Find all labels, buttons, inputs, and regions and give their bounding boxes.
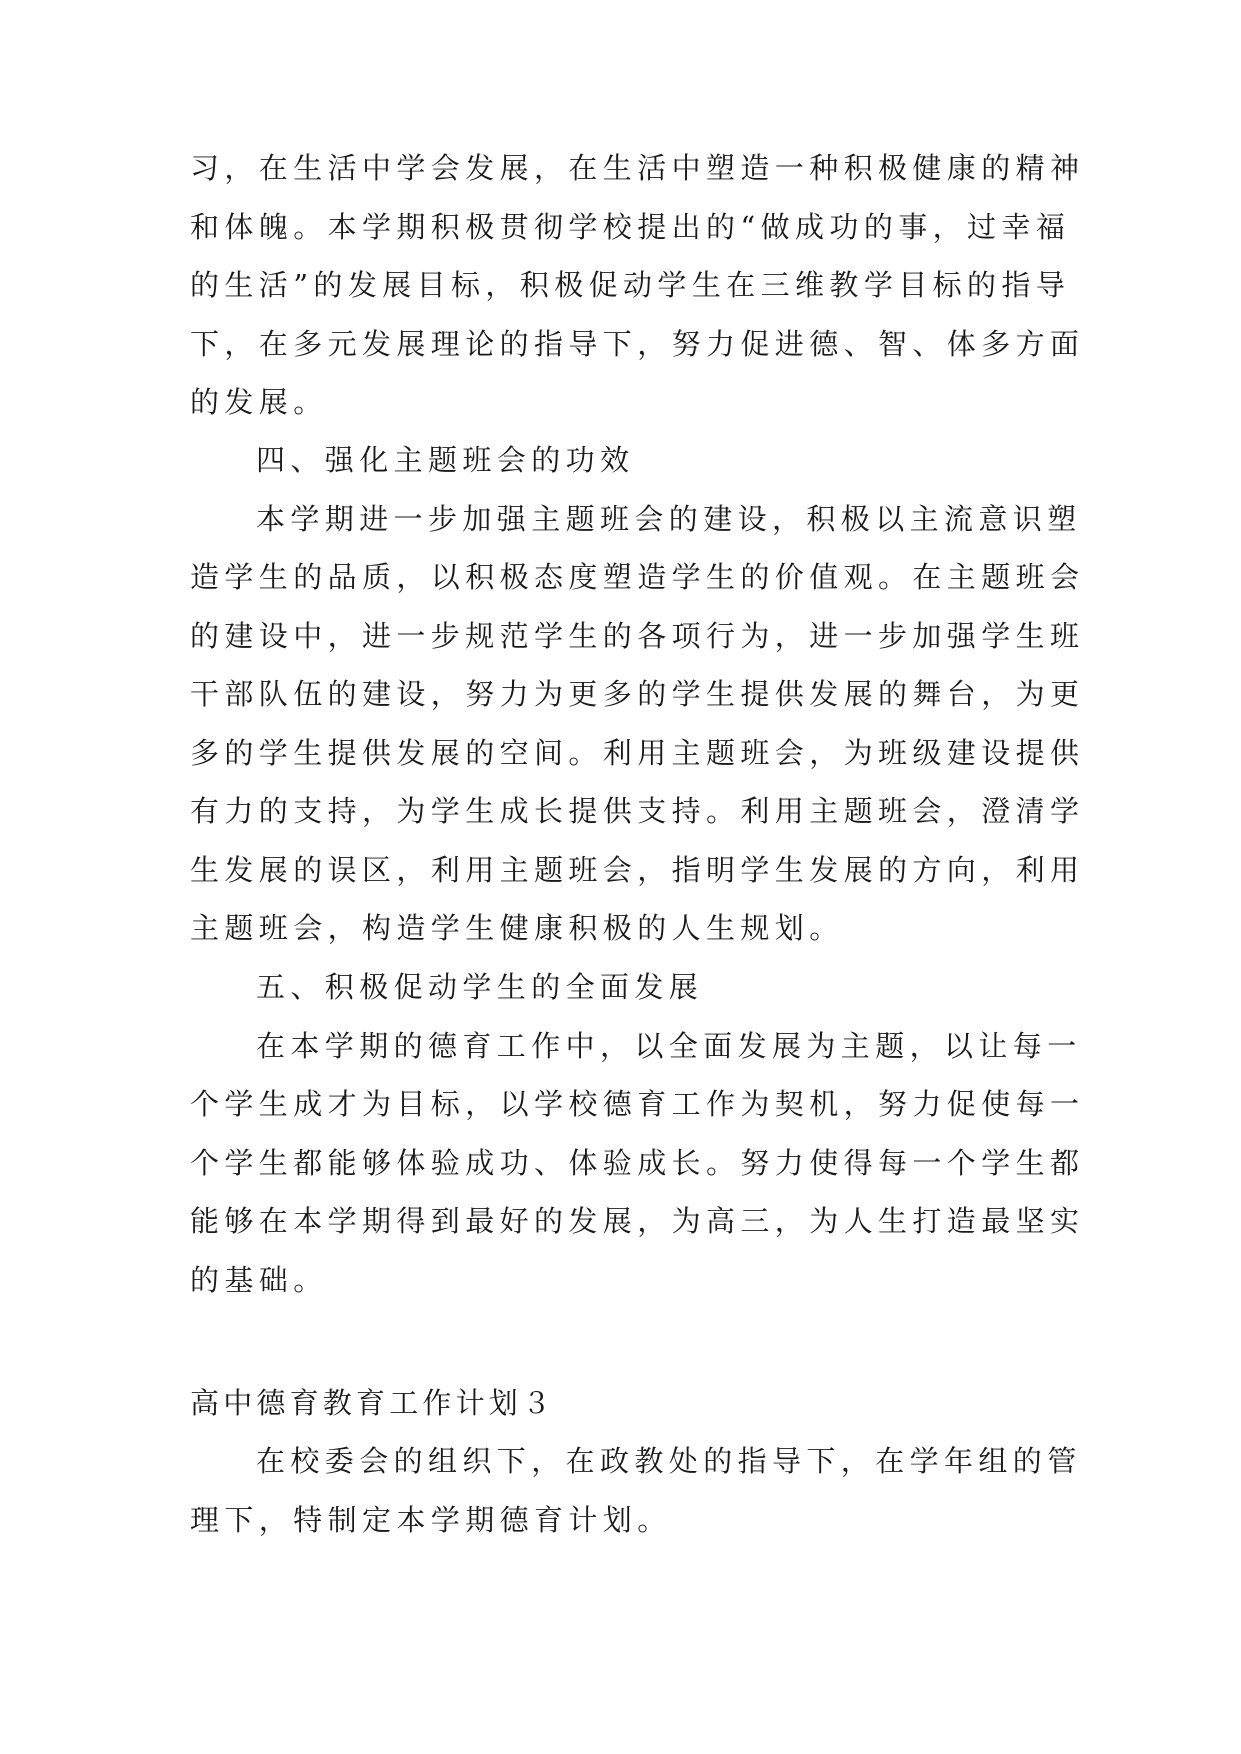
text-line: 能够在本学期得到最好的发展，为高三，为人生打造最坚实 — [190, 1204, 1085, 1238]
section-5 — [190, 958, 1085, 1309]
text-line: 多的学生提供发展的空间。利用主题班会，为班级建设提供 — [190, 735, 1085, 770]
text-line: 干部队伍的建设，努力为更多的学生提供发展的舞台，为更 — [190, 677, 1085, 711]
plan-3-paragraph — [190, 1432, 1082, 1549]
plan-title: 高中德育教育工作计划３ — [190, 1386, 556, 1420]
text-line: 的建设中，进一步规范学生的各项行为，进一步加强学生班 — [190, 618, 1085, 653]
text-line: 生发展的误区，利用主题班会，指明学生发展的方向，利用 — [190, 852, 1085, 887]
text-line: 和体魄。本学期积极贯彻学校提出的“做成功的事，过幸福 — [190, 209, 1071, 244]
text-line: 在本学期的德育工作中，以全面发展为主题，以让每一 — [256, 1028, 1082, 1063]
text-line: 主题班会，构造学生健康积极的人生规划。 — [190, 911, 844, 945]
text-line: 下，在多元发展理论的指导下，努力促进德、智、体多方面 — [190, 326, 1085, 361]
text-line: 的生活”的发展目标，积极促动学生在三维教学目标的指导 — [190, 268, 1071, 302]
text-line: 的基础。 — [190, 1262, 328, 1297]
section-4 — [190, 431, 1085, 958]
text-line: 本学期进一步加强主题班会的建设，积极以主流意识塑 — [256, 501, 1082, 536]
text-line: 造学生的品质，以积极态度塑造学生的价值观。在主题班会 — [190, 560, 1085, 594]
text-line: 的发展。 — [190, 385, 328, 419]
text-line: 理下，特制定本学期德育计划。 — [190, 1502, 672, 1537]
text-line: 有力的支持，为学生成长提供支持。利用主题班会，澄清学 — [190, 794, 1085, 828]
paragraph-continued — [190, 139, 1085, 432]
section-heading: 五、积极促动学生的全面发展 — [256, 970, 704, 1004]
text-line: 个学生都能够体验成功、体验成长。努力使得每一个学生都 — [190, 1145, 1085, 1180]
text-line: 在校委会的组织下，在政教处的指导下，在学年组的管 — [256, 1444, 1082, 1478]
text-line: 个学生成才为目标，以学校德育工作为契机，努力促使每一 — [190, 1087, 1085, 1121]
section-heading: 四、强化主题班会的功效 — [256, 443, 635, 477]
text-line: 习，在生活中学会发展，在生活中塑造一种积极健康的精神 — [190, 151, 1085, 185]
